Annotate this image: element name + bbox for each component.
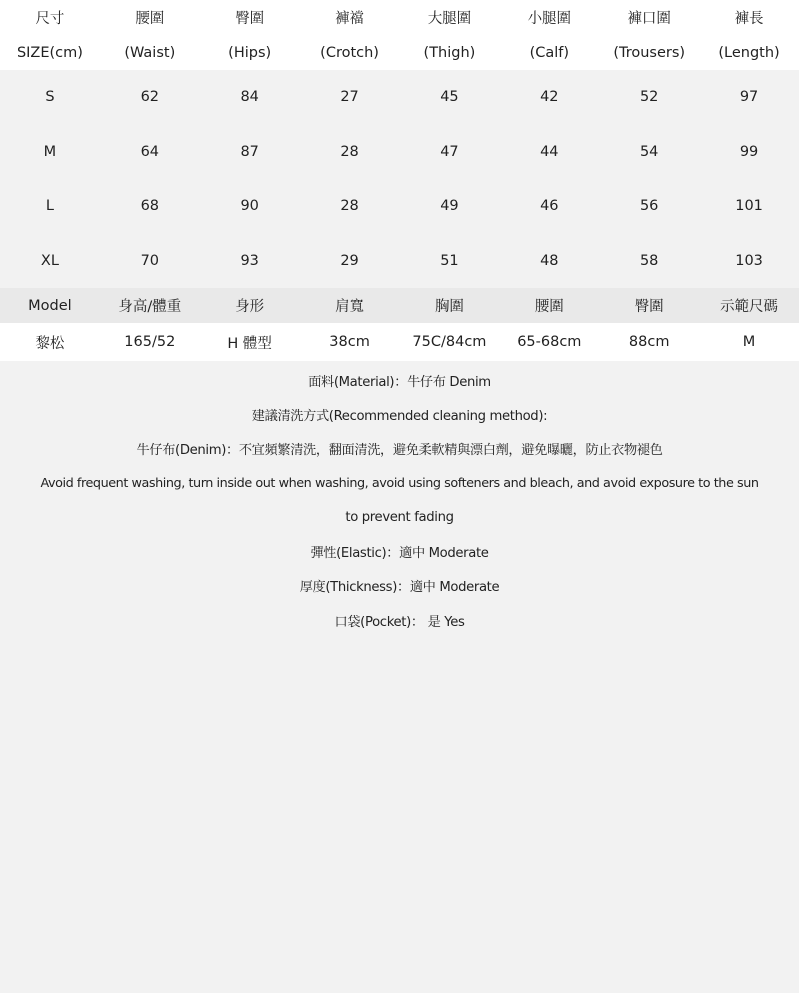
model-header-cell: 身高/體重 [118,299,182,315]
size-header-zh-cell: 小腿圍 [527,11,572,27]
model-table-row [0,323,799,361]
model-row-cell: 65-68cm [517,334,582,350]
size-header-en-cell: SIZE(cm) [16,44,83,61]
size-table-cell: 54 [639,143,659,160]
size-table-cell: 28 [340,198,359,215]
cleaning-note-en-line2: to prevent fading [345,509,454,525]
size-table-cell: 56 [639,198,659,215]
size-table-cell: XL [40,252,59,269]
size-header-zh-cell: 褲口圍 [627,11,671,27]
cleaning-note-en-line1: Avoid frequent washing, turn inside out when washing, avoid using softeners and bleach, and avoid exposure to the sun [40,475,759,491]
size-table-cell: 70 [140,252,160,269]
size-header-en-cell: (Waist) [124,44,176,61]
cleaning-title: 建議清洗方式(Recommended cleaning method): [251,408,548,424]
size-table-cell: 93 [240,252,259,269]
size-table-cell: 99 [739,143,759,160]
model-header-cell: 臀圍 [634,299,664,315]
size-table-cell: 51 [440,252,459,269]
size-table-cell: 42 [540,89,559,106]
size-table-cell: 90 [240,198,259,215]
model-row-cell: 88cm [628,334,670,350]
size-table-cell: 28 [340,143,359,160]
size-table-cell: 84 [240,89,259,106]
size-header-en-cell: (Thigh) [423,44,476,61]
material-note: 面料(Material)：牛仔布 Denim [308,374,491,390]
size-table-cell: 27 [340,89,359,106]
size-table-cell: L [45,198,54,215]
size-table-cell: 44 [540,143,559,160]
model-header-cell: 肩寬 [335,299,365,315]
model-header-cell: 胸圍 [434,299,464,315]
size-table-cell: 52 [639,89,659,106]
size-table-cell: 64 [140,143,160,160]
size-table-cell: 29 [340,252,359,269]
size-table-cell: 47 [440,143,459,160]
size-header-en-cell: (Calf) [529,44,570,61]
model-row-cell: 38cm [329,334,370,350]
size-table-cell: M [43,143,57,160]
elastic-note: 彈性(Elastic)：適中 Moderate [310,546,489,562]
size-header-zh-cell: 尺寸 [35,11,65,27]
product-notes [0,361,799,993]
size-table-cell: 62 [140,89,160,106]
size-header-zh-cell: 腰圍 [135,11,165,27]
size-header-zh-cell: 大腿圍 [427,11,472,27]
size-table-cell: 48 [540,252,559,269]
size-table-header [0,0,799,70]
size-header-zh-cell: 褲長 [734,11,764,27]
size-table-cell: 97 [739,89,759,106]
model-header-cell: 示範尺碼 [720,299,779,315]
size-table-body [0,70,799,288]
size-table-cell: 49 [440,198,459,215]
size-table-cell: 101 [735,198,763,215]
model-row-cell: 165/52 [124,334,176,350]
model-header-cell: 身形 [235,299,265,315]
model-row-cell: M [742,334,756,350]
size-header-en-cell: (Length) [718,44,780,61]
size-table-cell: 68 [140,198,160,215]
size-table-cell: 87 [240,143,259,160]
size-header-en-cell: (Hips) [228,44,272,61]
model-header-cell: 腰圍 [534,299,564,315]
thickness-note: 厚度(Thickness)：適中 Moderate [299,580,500,596]
size-table-cell: 46 [540,198,559,215]
size-header-en-cell: (Crotch) [320,44,379,61]
size-header-zh-cell: 褲襠 [335,11,365,27]
size-table-cell: 58 [639,252,659,269]
model-row-cell: 黎松 [35,335,65,352]
pocket-note: 口袋(Pocket)： 是 Yes [334,614,465,630]
model-header-cell: Model [28,297,72,314]
model-row-cell: 75C/84cm [412,334,487,350]
model-row-cell: H 體型 [227,335,272,352]
size-table-cell: 45 [440,89,459,106]
size-table-cell: S [45,89,55,106]
size-table-cell: 103 [735,252,763,269]
model-table-header [0,288,799,323]
cleaning-note-zh: 牛仔布(Denim)：不宜頻繁清洗，翻面清洗，避免柔軟精與漂白劑，避免曝曬，防止衣物褪色 [136,443,663,459]
size-header-en-cell: (Trousers) [613,44,686,61]
size-header-zh-cell: 臀圍 [235,11,265,27]
